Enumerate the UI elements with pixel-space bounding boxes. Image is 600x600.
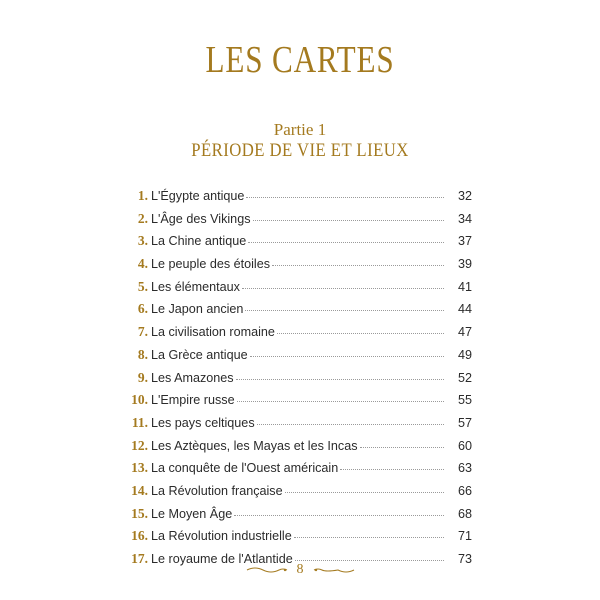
entry-title: L'Égypte antique bbox=[151, 189, 245, 203]
entry-number: 2. bbox=[137, 210, 148, 226]
toc-entry[interactable] bbox=[116, 211, 472, 234]
dot-leader bbox=[340, 469, 444, 470]
toc-entry[interactable] bbox=[116, 324, 472, 347]
right-ornament-icon bbox=[312, 565, 356, 575]
entry-number: 12. bbox=[131, 437, 148, 453]
entry-number: 10. bbox=[131, 392, 148, 408]
toc-entry[interactable] bbox=[116, 370, 472, 393]
entry-number: 5. bbox=[137, 278, 148, 294]
dot-leader bbox=[295, 560, 444, 561]
entry-page: 39 bbox=[457, 257, 472, 272]
entry-title: La civilisation romaine bbox=[151, 325, 275, 340]
toc-entry[interactable] bbox=[116, 301, 472, 324]
entry-title: Les pays celtiques bbox=[151, 415, 255, 430]
dot-leader bbox=[257, 424, 444, 425]
entry-page: 49 bbox=[457, 347, 472, 362]
entry-title: L'Empire russe bbox=[151, 393, 235, 408]
entry-page: 68 bbox=[457, 506, 472, 521]
toc-entry[interactable] bbox=[116, 279, 472, 302]
entry-page: 52 bbox=[457, 370, 472, 385]
entry-page: 44 bbox=[457, 302, 472, 317]
entry-number: 8. bbox=[137, 346, 148, 362]
entry-number: 11. bbox=[131, 414, 148, 430]
entry-page: 47 bbox=[457, 325, 472, 340]
entry-title: La conquête de l'Ouest américain bbox=[151, 461, 339, 476]
toc-entry[interactable] bbox=[116, 392, 472, 415]
entry-title: L'Âge des Vikings bbox=[151, 211, 251, 226]
toc-entry[interactable] bbox=[116, 438, 472, 461]
entry-number: 3. bbox=[137, 233, 148, 249]
entry-title: La Révolution française bbox=[151, 483, 283, 498]
entry-title: Les Aztèques, les Mayas et les Incas bbox=[151, 438, 358, 453]
entry-page: 32 bbox=[457, 189, 472, 203]
entry-number: 9. bbox=[137, 369, 148, 385]
dot-leader bbox=[277, 333, 444, 334]
dot-leader bbox=[245, 310, 444, 311]
dot-leader bbox=[272, 265, 444, 266]
section-title: PÉRIODE DE VIE ET LIEUX bbox=[191, 140, 409, 161]
entry-title: Le royaume de l'Atlantide bbox=[151, 552, 293, 566]
entry-page: 60 bbox=[457, 438, 472, 453]
dot-leader bbox=[285, 492, 444, 493]
entry-title: Le Japon ancien bbox=[151, 302, 244, 317]
part-label: Partie 1 bbox=[273, 120, 327, 139]
dot-leader bbox=[234, 515, 444, 516]
entry-page: 57 bbox=[457, 415, 472, 430]
entry-number: 1. bbox=[137, 188, 148, 203]
entry-page: 66 bbox=[457, 483, 472, 498]
dot-leader bbox=[236, 379, 444, 380]
toc-entry[interactable] bbox=[116, 528, 472, 551]
entry-title: Le Moyen Âge bbox=[151, 506, 233, 521]
dot-leader bbox=[250, 356, 444, 357]
entry-title: La Chine antique bbox=[151, 234, 247, 249]
toc-entry[interactable] bbox=[116, 347, 472, 370]
toc-entry[interactable] bbox=[116, 506, 472, 529]
entry-title: La Révolution industrielle bbox=[151, 529, 292, 544]
page-number: 8 bbox=[296, 562, 304, 577]
toc-entry[interactable] bbox=[116, 256, 472, 279]
entry-title: Les Amazones bbox=[151, 370, 234, 385]
entry-number: 13. bbox=[131, 460, 148, 476]
entry-page: 41 bbox=[457, 279, 472, 294]
table-of-contents bbox=[116, 188, 472, 574]
dot-leader bbox=[360, 447, 444, 448]
toc-entry[interactable] bbox=[116, 233, 472, 256]
toc-entry[interactable] bbox=[116, 188, 472, 211]
entry-title: Les élémentaux bbox=[151, 279, 240, 294]
dot-leader bbox=[294, 537, 444, 538]
toc-entry[interactable] bbox=[116, 483, 472, 506]
entry-number: 7. bbox=[137, 324, 148, 340]
dot-leader bbox=[246, 197, 444, 198]
dot-leader bbox=[248, 242, 444, 243]
entry-number: 15. bbox=[131, 505, 148, 521]
page-footer bbox=[0, 562, 600, 578]
toc-entry[interactable] bbox=[116, 415, 472, 438]
left-ornament-icon bbox=[245, 565, 289, 575]
entry-page: 71 bbox=[457, 529, 472, 544]
dot-leader bbox=[253, 220, 445, 221]
entry-number: 17. bbox=[131, 551, 148, 566]
page-title: LES CARTES bbox=[205, 39, 395, 81]
dot-leader bbox=[242, 288, 444, 289]
entry-number: 4. bbox=[137, 256, 148, 272]
toc-entry[interactable] bbox=[116, 460, 472, 483]
entry-page: 63 bbox=[457, 461, 472, 476]
entry-page: 34 bbox=[457, 211, 472, 226]
entry-number: 14. bbox=[131, 482, 148, 498]
entry-page: 73 bbox=[457, 552, 472, 566]
entry-page: 37 bbox=[457, 234, 472, 249]
entry-number: 16. bbox=[131, 528, 148, 544]
dot-leader bbox=[237, 401, 444, 402]
entry-title: Le peuple des étoiles bbox=[151, 257, 271, 272]
entry-page: 55 bbox=[457, 393, 472, 408]
entry-title: La Grèce antique bbox=[151, 347, 248, 362]
entry-number: 6. bbox=[137, 301, 148, 317]
